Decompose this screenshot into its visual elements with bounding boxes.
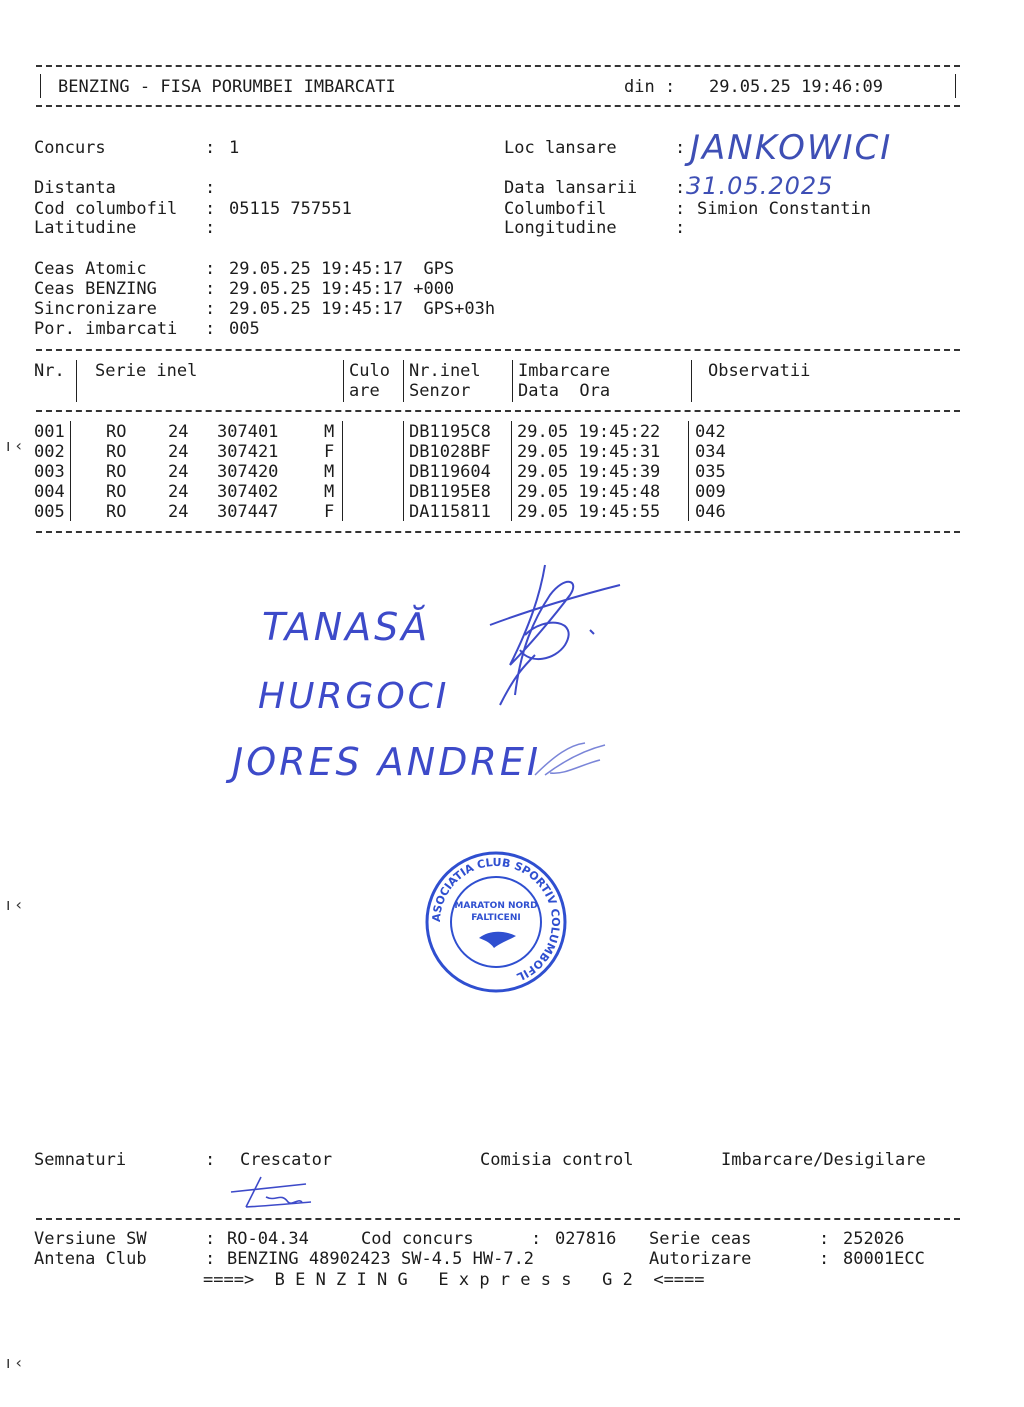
cod-concurs-colon: : — [531, 1229, 542, 1249]
signatures-label: Semnaturi — [34, 1150, 127, 1170]
autorizare-value: 80001ECC — [843, 1249, 925, 1269]
cell-country: RO — [106, 442, 127, 462]
autorizare-label: Autorizare — [649, 1249, 752, 1269]
col-divider — [403, 360, 404, 402]
cell-obs: 046 — [695, 502, 726, 522]
document-title: BENZING - FISA PORUMBEI IMBARCATI — [58, 77, 396, 97]
cell-datetime: 29.05 19:45:48 — [517, 482, 661, 502]
cell-year: 24 — [168, 482, 189, 502]
cell-nr: 003 — [34, 462, 65, 482]
cell-sex: M — [324, 482, 335, 502]
crescator-signature — [226, 1172, 316, 1212]
data-lansarii-colon: : — [675, 178, 686, 198]
ceas-benzing-colon: : — [205, 279, 216, 299]
signature-scribble — [470, 555, 630, 725]
cell-ring: 307420 — [217, 462, 279, 482]
autorizare-colon: : — [819, 1249, 830, 1269]
longitudine-colon: : — [675, 218, 686, 238]
data-lansarii-handwritten: 31.05.2025 — [686, 172, 834, 200]
benzing-banner: ====> B E N Z I N G E x p r e s s G 2 <==== — [203, 1270, 705, 1290]
columbofil-colon: : — [675, 199, 686, 219]
handwritten-name-1: TANASĂ — [262, 605, 431, 649]
header-top-rule — [36, 65, 960, 67]
cell-year: 24 — [168, 502, 189, 522]
serie-ceas-label: Serie ceas — [649, 1229, 752, 1249]
cell-datetime: 29.05 19:45:39 — [517, 462, 661, 482]
latitudine-label: Latitudine — [34, 218, 137, 238]
sincronizare-value: 29.05.25 19:45:17 GPS+03h — [229, 299, 496, 319]
stamp-inner-text-1: MARATON NORD — [454, 901, 538, 911]
cell-sensor: DB119604 — [409, 462, 491, 482]
sincronizare-colon: : — [205, 299, 216, 319]
loc-lansare-colon: : — [675, 138, 686, 158]
sincronizare-label: Sincronizare — [34, 299, 157, 319]
loc-lansare-handwritten: JANKOWICI — [690, 128, 893, 168]
cell-obs: 034 — [695, 442, 726, 462]
cod-columbofil-colon: : — [205, 199, 216, 219]
data-lansarii-label: Data lansarii — [504, 178, 638, 198]
table-top-rule — [36, 349, 960, 351]
handwritten-name-2: HURGOCI — [258, 676, 450, 717]
punch-mark: ı ‹ — [6, 1353, 22, 1372]
cell-country: RO — [106, 462, 127, 482]
cell-sex: F — [324, 442, 335, 462]
cell-obs: 009 — [695, 482, 726, 502]
cell-nr: 005 — [34, 502, 65, 522]
punch-mark: ı ‹ — [6, 895, 22, 914]
cell-ring: 307402 — [217, 482, 279, 502]
col-divider — [688, 421, 689, 521]
ceas-atomic-value: 29.05.25 19:45:17 GPS — [229, 259, 455, 279]
signature-crescator-label: Crescator — [240, 1150, 333, 1170]
ceas-benzing-label: Ceas BENZING — [34, 279, 157, 299]
col-divider — [343, 360, 344, 402]
header-left-bar — [40, 74, 41, 98]
cell-obs: 042 — [695, 422, 726, 442]
cell-nr: 004 — [34, 482, 65, 502]
cell-year: 24 — [168, 442, 189, 462]
ceas-atomic-colon: : — [205, 259, 216, 279]
cell-sensor: DB1195E8 — [409, 482, 491, 502]
columbofil-label: Columbofil — [504, 199, 607, 219]
antena-label: Antena Club — [34, 1249, 147, 1269]
header-bottom-rule — [36, 105, 960, 107]
col-divider — [70, 421, 71, 521]
col-divider — [403, 421, 404, 521]
cell-sensor: DA115811 — [409, 502, 491, 522]
col-header-observatii: Observatii — [708, 361, 811, 381]
cod-columbofil-value: 05115 757551 — [229, 199, 352, 219]
handwritten-name-3: JORES ANDREI — [232, 740, 542, 784]
stamp-ring-text: ASOCIATIA CLUB SPORTIV COLUMBOFIL — [429, 855, 563, 984]
por-imbarcati-colon: : — [205, 319, 216, 339]
cell-ring: 307447 — [217, 502, 279, 522]
distanta-colon: : — [205, 178, 216, 198]
serie-ceas-value: 252026 — [843, 1229, 905, 1249]
pigeon-icon — [479, 932, 516, 948]
versiune-value: RO-04.34 — [227, 1229, 309, 1249]
col-header-senzor: Senzor — [409, 381, 471, 401]
cell-sensor: DB1028BF — [409, 442, 491, 462]
col-divider — [342, 421, 343, 521]
table-bottom-rule — [36, 531, 960, 533]
print-date-value: 29.05.25 19:46:09 — [709, 77, 883, 97]
antena-colon: : — [205, 1249, 216, 1269]
col-header-nr: Nr. — [34, 361, 65, 381]
cell-year: 24 — [168, 462, 189, 482]
cell-datetime: 29.05 19:45:22 — [517, 422, 661, 442]
table-header-rule — [36, 410, 960, 412]
versiune-label: Versiune SW — [34, 1229, 147, 1249]
cell-country: RO — [106, 482, 127, 502]
por-imbarcati-label: Por. imbarcati — [34, 319, 178, 339]
cell-sex: M — [324, 422, 335, 442]
concurs-colon: : — [205, 138, 216, 158]
loc-lansare-label: Loc lansare — [504, 138, 617, 158]
distanta-label: Distanta — [34, 178, 116, 198]
cod-concurs-value: 027816 — [555, 1229, 617, 1249]
cod-concurs-label: Cod concurs — [361, 1229, 474, 1249]
footer-rule — [36, 1218, 960, 1220]
ceas-atomic-label: Ceas Atomic — [34, 259, 147, 279]
cell-nr: 001 — [34, 422, 65, 442]
cell-nr: 002 — [34, 442, 65, 462]
cell-sex: M — [324, 462, 335, 482]
serie-ceas-colon: : — [819, 1229, 830, 1249]
antena-value: BENZING 48902423 SW-4.5 HW-7.2 — [227, 1249, 535, 1269]
stamp-inner-text-2: FALTICENI — [471, 913, 521, 923]
cell-datetime: 29.05 19:45:55 — [517, 502, 661, 522]
col-header-data-ora: Data Ora — [518, 381, 611, 401]
cell-country: RO — [106, 502, 127, 522]
latitudine-colon: : — [205, 218, 216, 238]
signatures-colon: : — [205, 1150, 216, 1170]
club-stamp — [424, 850, 568, 994]
cell-sensor: DB1195C8 — [409, 422, 491, 442]
signature-comisia-label: Comisia control — [480, 1150, 634, 1170]
col-header-serie-inel: Serie inel — [95, 361, 198, 381]
col-header-nr-inel: Nr.inel — [409, 361, 481, 381]
cell-datetime: 29.05 19:45:31 — [517, 442, 661, 462]
ceas-benzing-value: 29.05.25 19:45:17 +000 — [229, 279, 455, 299]
col-divider — [511, 421, 512, 521]
signature-small — [530, 735, 610, 785]
col-header-culoare-2: are — [349, 381, 380, 401]
versiune-colon: : — [205, 1229, 216, 1249]
cell-ring: 307421 — [217, 442, 279, 462]
columbofil-value: Simion Constantin — [697, 199, 871, 219]
cell-sex: F — [324, 502, 335, 522]
cell-year: 24 — [168, 422, 189, 442]
cell-ring: 307401 — [217, 422, 279, 442]
concurs-value: 1 — [229, 138, 240, 158]
col-divider — [76, 360, 77, 402]
punch-mark: ı ‹ — [6, 436, 22, 455]
por-imbarcati-value: 005 — [229, 319, 260, 339]
header-right-bar — [955, 74, 956, 98]
cell-obs: 035 — [695, 462, 726, 482]
longitudine-label: Longitudine — [504, 218, 617, 238]
signature-imbarcare-label: Imbarcare/Desigilare — [721, 1150, 926, 1170]
cell-country: RO — [106, 422, 127, 442]
col-divider — [691, 360, 692, 402]
concurs-label: Concurs — [34, 138, 106, 158]
cod-columbofil-label: Cod columbofil — [34, 199, 178, 219]
col-header-imbarcare: Imbarcare — [518, 361, 611, 381]
col-header-culoare: Culo — [349, 361, 390, 381]
col-divider — [512, 360, 513, 402]
print-date-label: din : — [624, 77, 676, 97]
